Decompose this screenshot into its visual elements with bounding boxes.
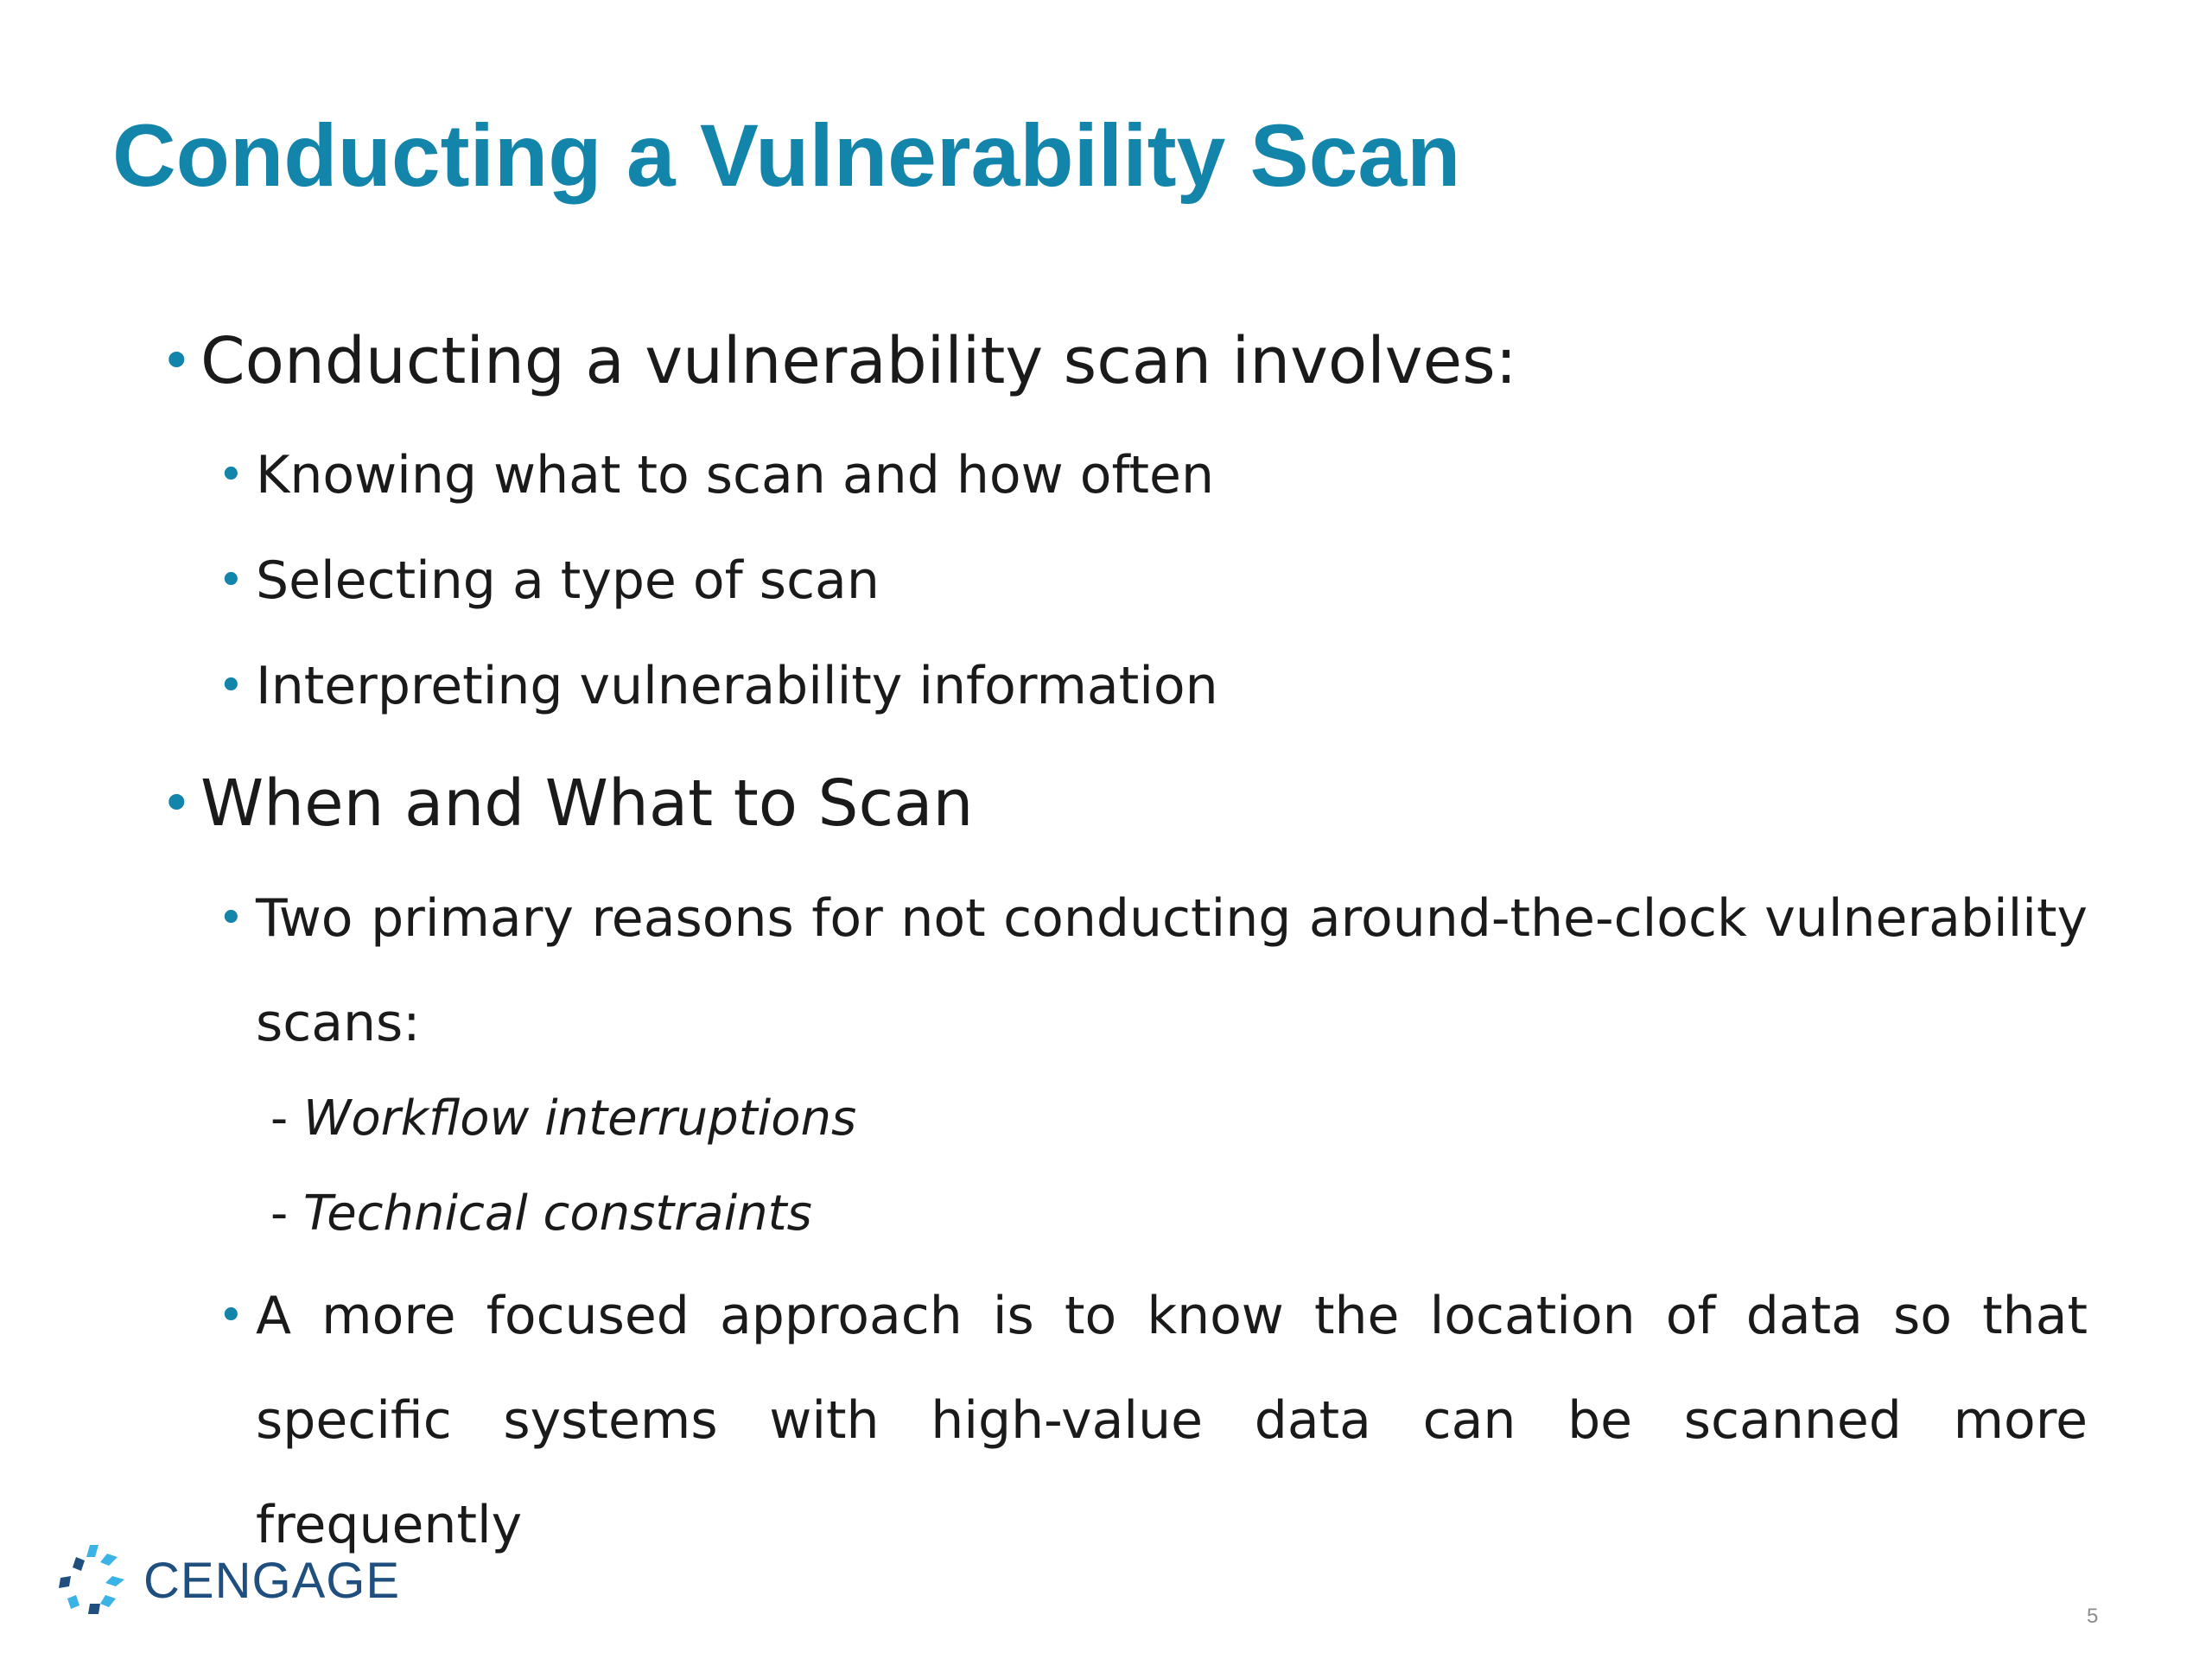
bullet-text: Selecting a type of scan [256, 550, 880, 611]
bullet-text: Knowing what to scan and how often [256, 445, 1214, 505]
sub-bullet-text: Technical constraints [303, 1185, 812, 1242]
page-number: 5 [2087, 1605, 2099, 1628]
bullet-text: Interpreting vulnerability information [256, 656, 1218, 716]
dash-marker: - [270, 1090, 304, 1147]
bullet-level2 [218, 548, 880, 613]
cengage-mark-icon [55, 1545, 126, 1616]
sub-bullet-level3 [270, 1089, 856, 1149]
bullet-level2-multiline [218, 1264, 2088, 1578]
bullet-text: A more focused approach is to know the location of data so that specific systems with high-value data can be scanned more frequently [256, 1286, 2088, 1555]
bullet-level1 [161, 765, 974, 842]
bullet-dot: • [218, 893, 245, 944]
sub-bullet-level3 [270, 1184, 812, 1244]
sub-bullet-text: Workflow interruptions [303, 1090, 857, 1147]
cengage-wordmark: CENGAGE [143, 1552, 401, 1609]
bullet-dot: • [218, 660, 245, 712]
bullet-dot: • [218, 555, 245, 607]
slide-title: Conducting a Vulnerability Scan [112, 106, 1461, 205]
bullet-dot: • [218, 1290, 245, 1342]
cengage-logo [55, 1545, 400, 1616]
bullet-text: Conducting a vulnerability scan involves: [200, 324, 1517, 398]
bullet-level2 [218, 442, 1214, 508]
bullet-text: When and What to Scan [200, 766, 974, 841]
bullet-level2-multiline [218, 867, 2088, 1076]
bullet-dot: • [161, 329, 193, 392]
bullet-level2 [218, 653, 1218, 719]
bullet-dot: • [161, 772, 193, 835]
bullet-text: Two primary reasons for not conducting around-the-clock vulnerability scans: [256, 888, 2088, 1053]
bullet-dot: • [218, 449, 245, 501]
bullet-level1 [161, 322, 1517, 400]
dash-marker: - [270, 1185, 304, 1242]
